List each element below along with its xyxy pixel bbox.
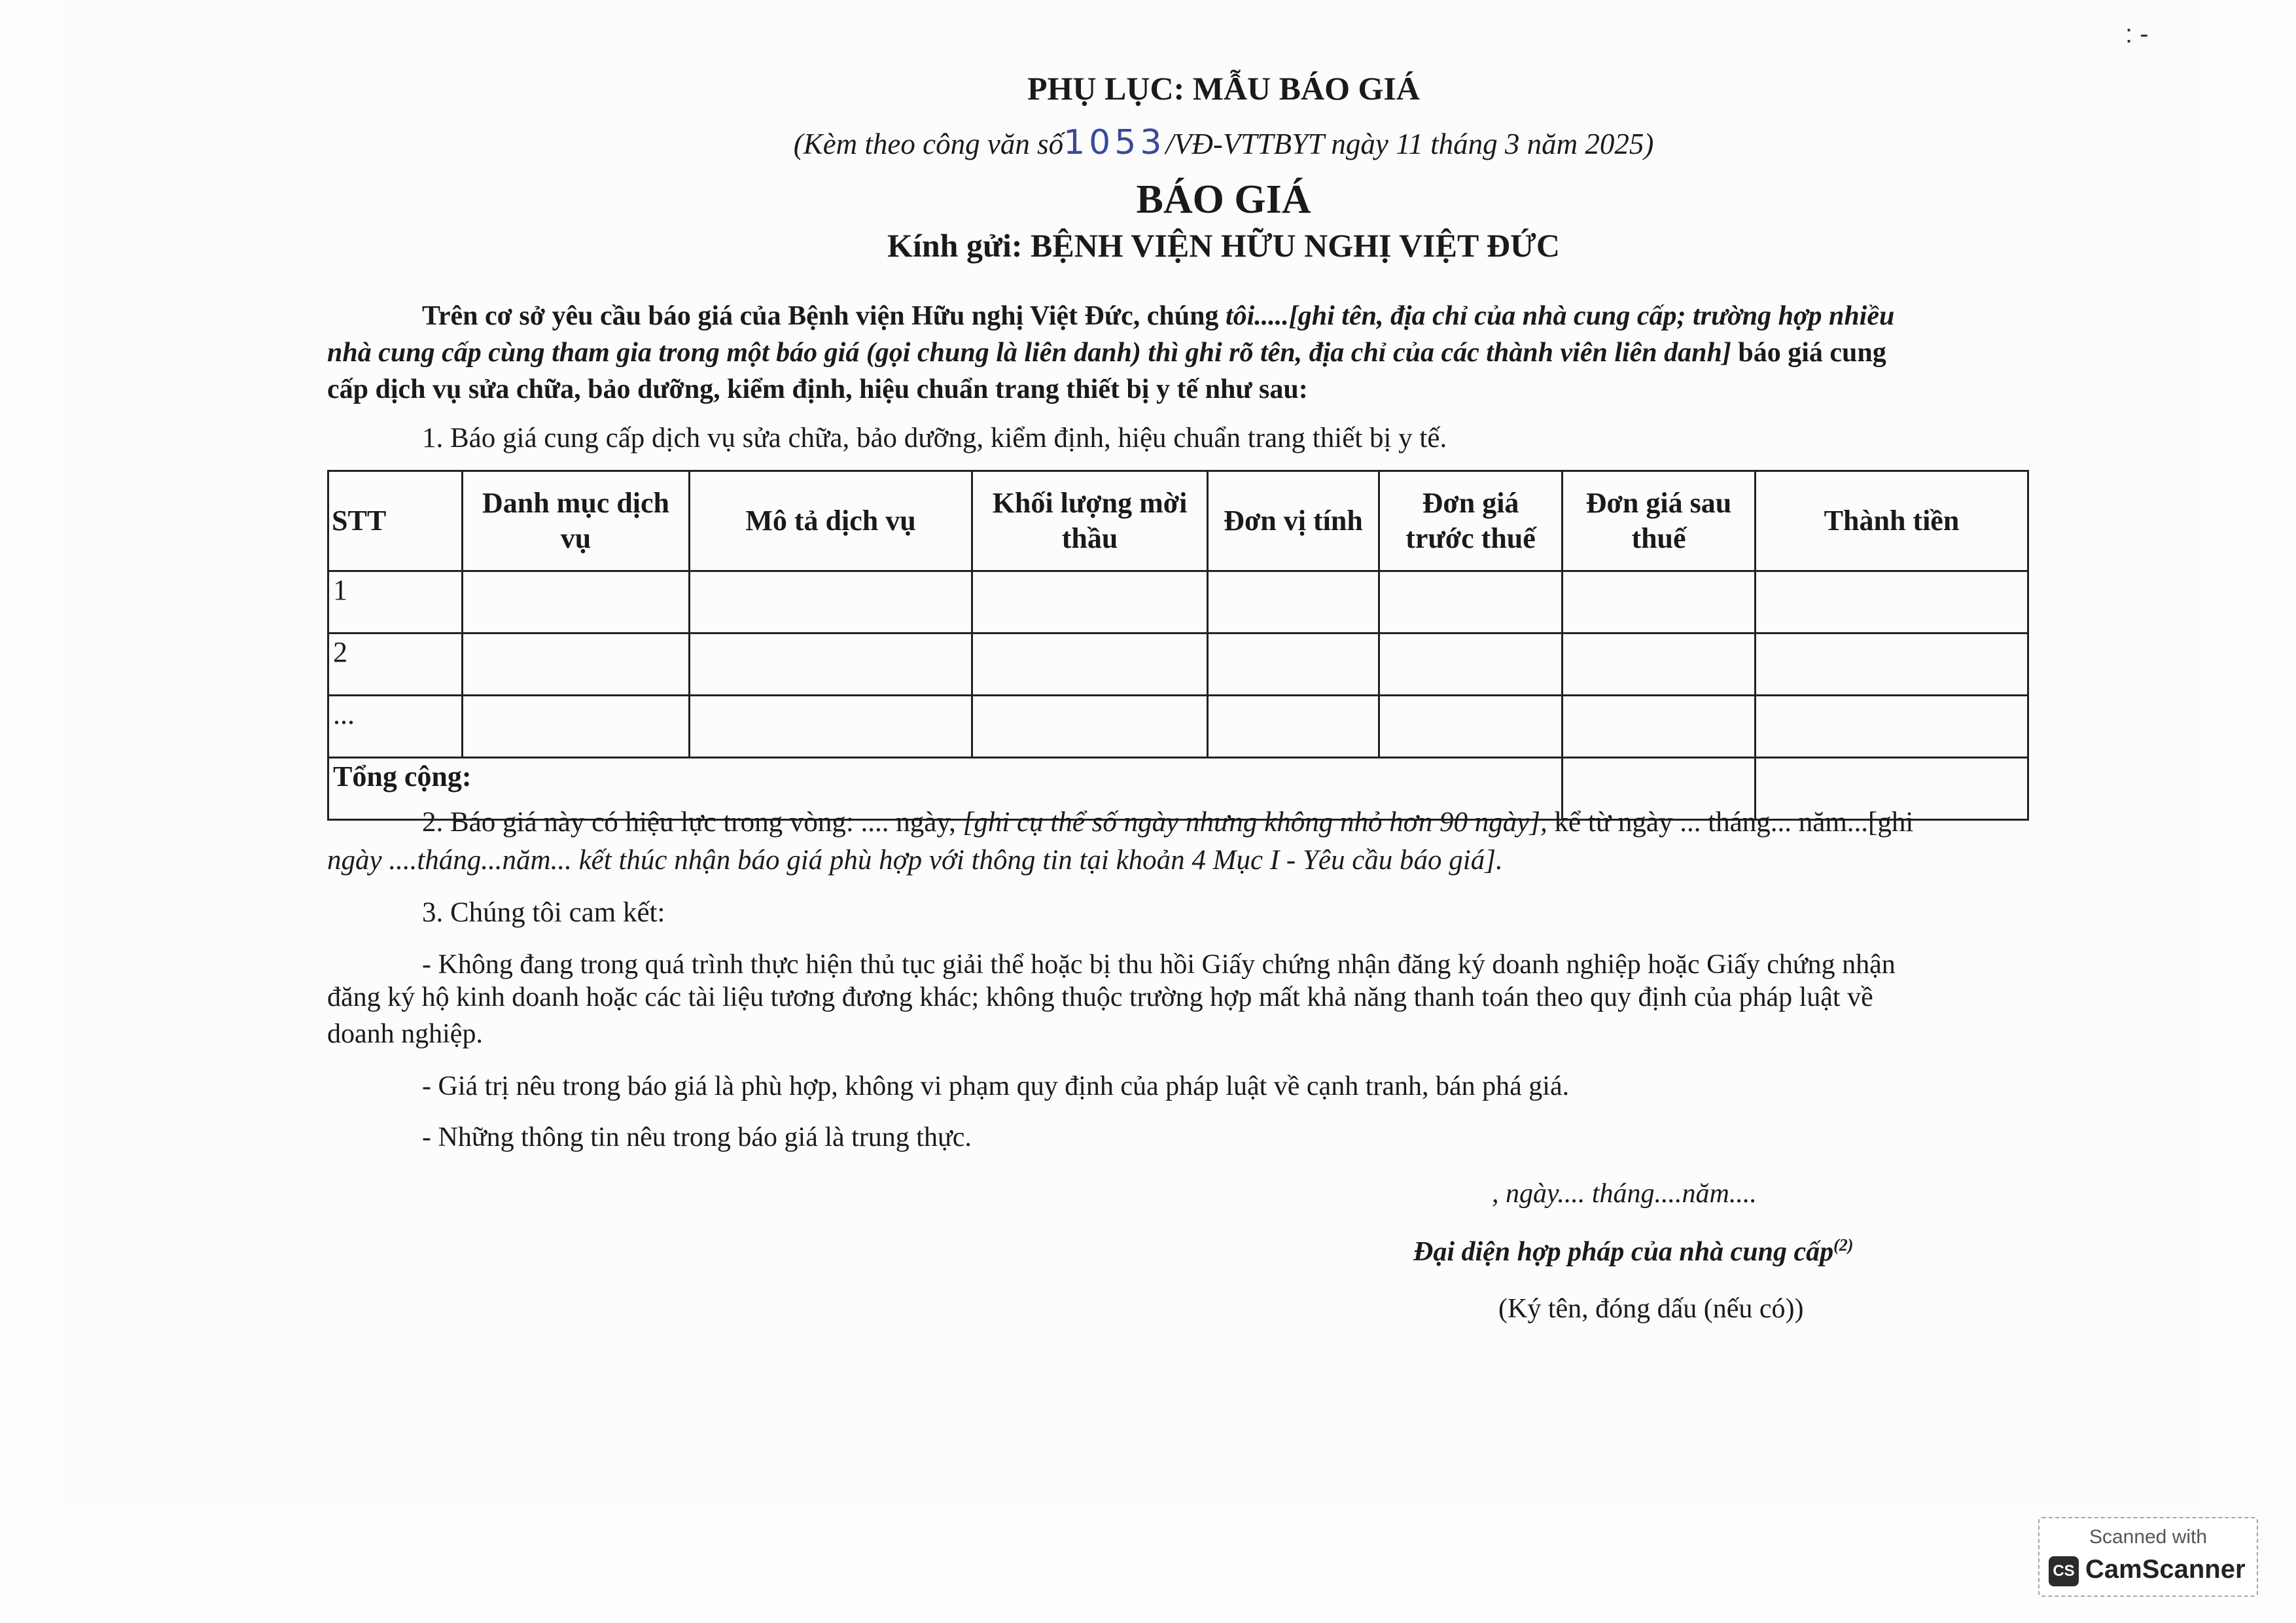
commitment-1-line-3: doanh nghiệp. xyxy=(327,1019,483,1049)
commitment-1-line-2: đăng ký hộ kinh doanh hoặc các tài liệu tương đương khác; không thuộc trường hợp mất khả năng thanh toán theo quy định của pháp luật về xyxy=(327,982,1873,1012)
legal-representative-label xyxy=(1413,1236,1853,1268)
intro-line-3: cấp dịch vụ sửa chữa, bảo dưỡng, kiểm định, hiệu chuẩn trang thiết bị y tế như sau: xyxy=(327,374,1308,404)
row-number: 1 xyxy=(328,571,463,633)
commitment-3: - Những thông tin nêu trong báo giá là trung thực. xyxy=(422,1122,972,1152)
col-header-service-category: Danh mục dịch vụ xyxy=(463,471,690,571)
quote-table xyxy=(327,470,2029,821)
table-cell xyxy=(1208,696,1379,758)
appendix-title: PHỤ LỤC: MẪU BÁO GIÁ xyxy=(1027,70,1420,107)
intro-line-2 xyxy=(327,334,2028,371)
table-cell xyxy=(972,696,1208,758)
recipient-line: Kính gửi: BỆNH VIỆN HỮU NGHỊ VIỆT ĐỨC xyxy=(887,227,1560,264)
section-2-tail: kể từ ngày ... tháng... năm...[ghi xyxy=(1547,807,1914,838)
representative-text: Đại diện hợp pháp của nhà cung cấp xyxy=(1413,1237,1834,1267)
table-cell xyxy=(690,696,972,758)
col-header-service-description: Mô tả dịch vụ xyxy=(690,471,972,571)
signature-date-line: , ngày.... tháng....năm.... xyxy=(1492,1179,1757,1209)
col-header-price-before-tax: Đơn giá trước thuế xyxy=(1379,471,1563,571)
intro-lead: Trên cơ sở yêu cầu báo giá của Bệnh viện Hữu nghị Việt Đức, chúng xyxy=(422,301,1226,331)
document-title: BÁO GIÁ xyxy=(1136,177,1311,222)
commitment-1-line-1: - Không đang trong quá trình thực hiện thủ tục giải thể hoặc bị thu hồi Giấy chứng nhận đăng ký doanh nghiệp hoặc Giấy chứng nhận xyxy=(422,950,1896,980)
col-header-unit: Đơn vị tính xyxy=(1208,471,1379,571)
camscanner-logo-icon: CS xyxy=(2049,1556,2079,1586)
section-3-heading: 3. Chúng tôi cam kết: xyxy=(422,897,665,928)
table-cell xyxy=(463,633,690,696)
row-number: 2 xyxy=(328,633,463,696)
table-cell xyxy=(1379,633,1563,696)
col-header-amount: Thành tiền xyxy=(1756,471,2028,571)
sign-stamp-note: (Ký tên, đóng dấu (nếu có)) xyxy=(1498,1294,1804,1324)
camscanner-name: CamScanner xyxy=(2085,1555,2246,1584)
table-cell xyxy=(1563,696,1756,758)
table-cell xyxy=(1563,571,1756,633)
intro-tail-2: báo giá cung xyxy=(1731,338,1886,368)
table-cell xyxy=(972,571,1208,633)
intro-note-1: tôi.....[ghi tên, địa chỉ của nhà cung cấp; trường hợp nhiều xyxy=(1225,301,1895,331)
table-cell xyxy=(463,571,690,633)
table-row xyxy=(328,571,2028,633)
commitment-2: - Giá trị nêu trong báo giá là phù hợp, không vi phạm quy định của pháp luật về cạnh tranh, bán phá giá. xyxy=(422,1071,1570,1101)
section-2-lead: 2. Báo giá này có hiệu lực trong vòng: .... ngày, xyxy=(422,807,963,838)
section-2-line-1 xyxy=(422,806,2032,838)
intro-note-2: nhà cung cấp cùng tham gia trong một báo giá (gọi chung là liên danh) thì ghi rõ tên, địa chỉ của các thành viên liên danh] xyxy=(327,338,1731,368)
footnote-marker: (2) xyxy=(1833,1236,1854,1255)
table-cell xyxy=(1563,633,1756,696)
table-cell xyxy=(1208,633,1379,696)
col-header-price-after-tax: Đơn giá sau thuế xyxy=(1563,471,1756,571)
scanned-with-label: Scanned with xyxy=(2089,1526,2208,1548)
scan-speck-mark: : - xyxy=(2125,20,2149,48)
section-1-heading: 1. Báo giá cung cấp dịch vụ sửa chữa, bảo dưỡng, kiểm định, hiệu chuẩn trang thiết bị y tế. xyxy=(422,423,1447,454)
table-cell xyxy=(690,571,972,633)
camscanner-badge xyxy=(2038,1517,2258,1597)
table-cell xyxy=(1756,571,2028,633)
table-row xyxy=(328,696,2028,758)
table-cell xyxy=(1756,633,2028,696)
col-header-quantity: Khối lượng mời thầu xyxy=(972,471,1208,571)
attach-prefix: (Kèm theo công văn số xyxy=(793,128,1064,160)
table-cell xyxy=(1379,571,1563,633)
table-cell xyxy=(972,633,1208,696)
intro-line-1 xyxy=(327,298,2028,334)
handwritten-number: 1053 xyxy=(1063,123,1166,162)
table-cell xyxy=(1379,696,1563,758)
total-label: Tổng cộng: xyxy=(328,758,1563,820)
table-cell xyxy=(1756,696,2028,758)
attach-suffix: /VĐ-VTTBYT ngày 11 tháng 3 năm 2025) xyxy=(1165,128,1654,160)
table-cell xyxy=(1208,571,1379,633)
table-row xyxy=(328,633,2028,696)
table-header-row xyxy=(328,471,2028,571)
section-2-line-2: ngày ....tháng...năm... kết thúc nhận báo giá phù hợp với thông tin tại khoản 4 Mục I - Yêu cầu báo giá]. xyxy=(327,845,1503,876)
section-2-note: [ghi cụ thể số ngày nhưng không nhỏ hơn 90 ngày], xyxy=(963,807,1547,838)
table-cell xyxy=(463,696,690,758)
col-header-stt: STT xyxy=(328,471,463,571)
table-cell xyxy=(690,633,972,696)
row-number: ... xyxy=(328,696,463,758)
attachment-reference xyxy=(0,123,2296,162)
